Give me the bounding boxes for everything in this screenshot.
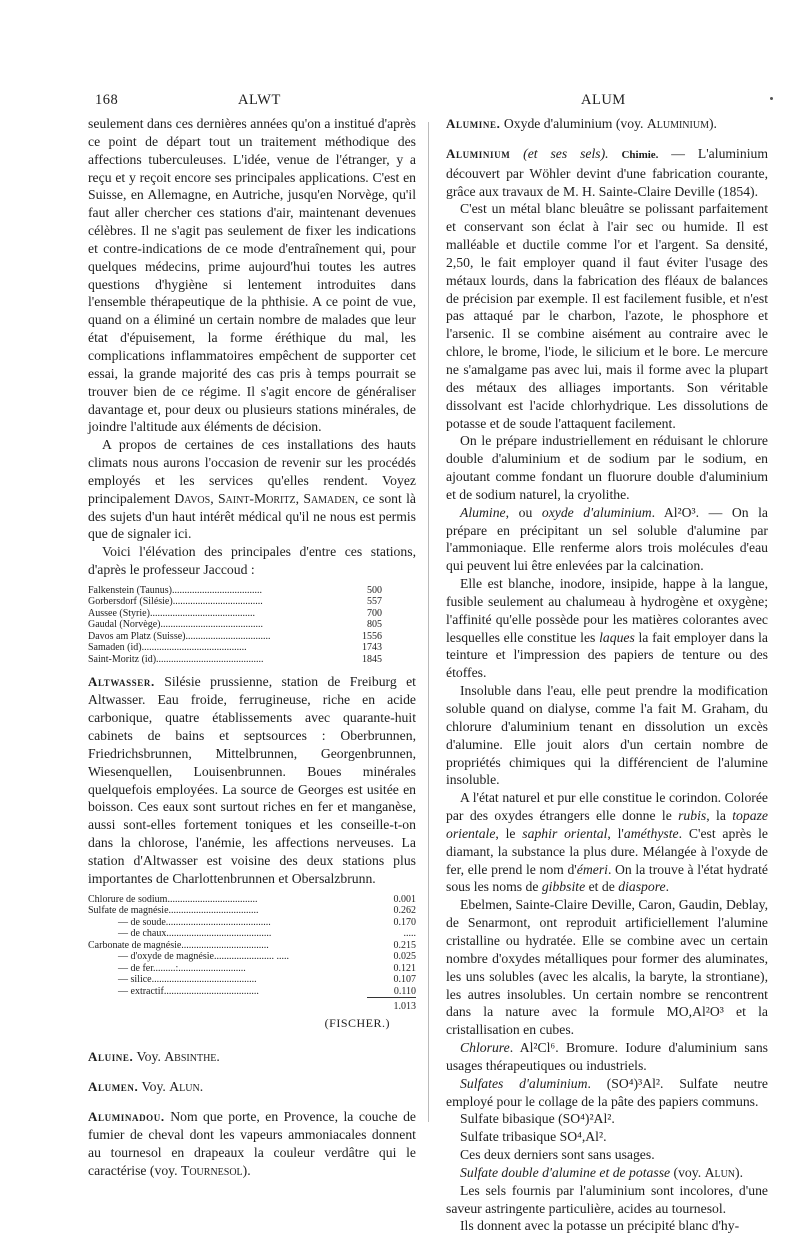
paragraph-hygiene: seulement dans ces dernières années qu'on a institué d'après ce point de départ tout un traitement méthodique des affections tuberculeuses. L'idée, venue de l'étranger, y a reçu et y reçoit encore ses principales applications. C'est en Suisse, en Allemagne, en Autriche, jusqu'en Norvège, qu'il faut aller chercher ces stations d'air, maintenant devenues célèbres. Il ne s'agit pas seulement de fixer les indications et contre-indications de ce mode d'entraînement qui, pour quelques médecins, prime aujourd'hui toutes les autres questions d'hygiène si lentement introduites dans l'ensemble thérapeutique de la phthisie. A ce point de vue, quand on a éliminé un certain nombre de malades que leur état d'épuisement, la forme éréthique du mal, les complications inflammatoires empêchent de supporter cet essai, la grande majorité des cas pris à temps pourrait se trouver bien de ce régime. Il s'agit encore de généraliser davantage et, pour deux ou plusieurs stations minérales, de joindre l'altitude aux éléments de décision. (88, 116, 416, 435)
ref-tournesol: Tournesol (180, 1162, 243, 1178)
print-mark (770, 97, 773, 100)
composition-value: 0.121 (393, 962, 416, 974)
left-column (88, 115, 416, 1179)
leader-dots: .................................... (172, 584, 263, 596)
composition-value: 0.025 (393, 951, 416, 963)
paragraph-corindon: A l'état naturel et pur elle constitue le corindon. Colorée par des oxydes étrangers elle donne le rubis, la topaze orientale, le saphir oriental, l'améthyste. C'est après le diamant, la substance la plus dure. Mélangée à l'oxyde de fer, elle prend le nom d'émeri. On la trouve à l'état hydraté sous les noms de gibbsite et de diaspore. (446, 790, 769, 895)
altitude-station: Gorbersdorf (Silésie).................................... (88, 596, 263, 608)
altitude-station: Gaudal (Norvège)......................................... (88, 619, 263, 631)
composition-component: Chlorure de sodium.................................... (88, 893, 258, 905)
altitude-row (88, 642, 382, 654)
ref-alun: Alun. (169, 1079, 204, 1095)
paragraph-insoluble: Insoluble dans l'eau, elle peut prendre la modification soluble quand on dialyse, comme l'a fait M. Graham, du chlorure d'aluminium tenant en dissolution un excès d'alumine. Elle jouit alors d'un certain nombre de propriétés chimiques qui la différencient de l'alumine insoluble. (446, 683, 768, 788)
leader-dots: .......................................... (165, 916, 271, 928)
altitude-row (88, 585, 382, 597)
composition-component: Sulfate de magnésie.................................... (88, 905, 259, 917)
altitude-value: 500 (367, 584, 382, 596)
composition-value: 0.262 (393, 905, 416, 917)
ref-absinthe: Absinthe. (164, 1049, 220, 1065)
entry-aluminium: Aluminium (et ses sels). Chimie. — L'aluminium découvert par Wöhler devint d'une fabrication courante, grâce aux travaux de M. H. Sainte-Claire Deville (1854). (446, 145, 768, 199)
composition-row (88, 986, 416, 998)
paragraph-blanche: Elle est blanche, inodore, insipide, happe à la langue, fusible seulement au chalumeau à hydrogène et oxygène; l'affinité qu'elle possède pour les matières colorantes avec lesquelles elle constitue les laques la fait employer dans la teinture et l'impression des papiers de tenture ou des étoffes. (446, 576, 768, 681)
leader-dots: ................................... (181, 939, 269, 951)
headword-aluine: Aluine. (88, 1049, 134, 1065)
entry-alumen: Alumen. Voy. Alun. (88, 1079, 204, 1095)
paragraph-installations: A propos de certaines de ces installations des hauts climats nous aurons l'occasion de revenir sur les procédés employés et les services qu'elles rendent. Voyez principalement Davos, Saint-Moritz, Samaden, ce sont là des sujets d'un haut intérêt médical qu'il ne nous est permis que de signaler ici. (88, 437, 416, 542)
altitude-row (88, 619, 382, 631)
headword-aluminium: Aluminium (446, 145, 511, 161)
paragraph-preparation: On le prépare industriellement en réduisant le chlorure double d'aluminium et de sodium par le sodium, en ajoutant comme fondant un fluorure double d'aluminium et de sodium naturel, la cryolithe. (446, 433, 768, 502)
paragraph-potasse: Ils donnent avec la potasse un précipité blanc d'hy- (460, 1218, 740, 1234)
leader-dots: ........................................... (156, 653, 264, 665)
leader-dots: .................................... (168, 905, 259, 917)
paragraph-elevation-intro: Voici l'élévation des principales d'entre ces stations, d'après le professeur Jaccoud : (88, 544, 416, 578)
composition-value: 0.001 (393, 893, 416, 905)
altitude-row (88, 631, 382, 643)
composition-source: (FISCHER.) (324, 1015, 390, 1030)
leader-dots: .......................................... (166, 928, 272, 940)
ref-aluminium: Aluminium (646, 116, 709, 131)
paragraph-sulfates: Sulfates d'aluminium. (SO⁴)³Al². Sulfate neutre employé pour le collage de la pâte des papiers communs. (446, 1075, 769, 1109)
composition-component: — d'oxyde de magnésie........................ ..... (118, 951, 289, 963)
entry-aluminadou: Aluminadou. Nom que porte, en Provence, la couche de fumier de cheval dont les vapeurs ammoniacales donnent au tournesol en drapeaux la couleur verdâtre qui le caractérise (voy. Tournesol). (88, 1109, 416, 1178)
paragraph-ebelmen: Ebelmen, Sainte-Claire Deville, Caron, Gaudin, Deblay, de Senarmont, ont reproduit artificiellement l'alumine cristalline ou hydratée. Elle se combine avec un certain nombre d'oxydes métalliques pour former des aluminates, les uns solubles (avec les alcalis, la baryte, la strontiane), les autres insolubles. Un certain nombre se rencontrent dans la nature avec la formule MO,Al²O³ et la cristallisation en cubes. (446, 897, 768, 1038)
entry-alumine: Alumine. Oxyde d'aluminium (voy. Aluminium). (446, 116, 717, 131)
paragraph-sulfate-double: Sulfate double d'alumine et de potasse (voy. Alun). (460, 1164, 743, 1180)
headword-aluminadou: Aluminadou. (88, 1109, 165, 1125)
column-divider (428, 122, 429, 1122)
altitude-value: 1556 (362, 630, 382, 642)
altitude-table (88, 585, 382, 666)
composition-table (88, 894, 416, 1013)
leader-dots: ......................................... (160, 619, 263, 631)
composition-component: — silice.......................................... (118, 974, 257, 986)
altitude-value: 557 (367, 596, 382, 608)
leader-dots: .......................................... (151, 974, 257, 986)
entry-aluine: Aluine. Voy. Absinthe. (88, 1049, 220, 1065)
composition-row (88, 974, 416, 986)
altitude-station: Davos am Platz (Suisse).................................. (88, 630, 271, 642)
paragraph-alumine-oxyde: Alumine, ou oxyde d'aluminium. Al²O³. — On la prépare en précipitant un sel soluble d'alumine par l'ammoniaque. Elle renferme alors trois molécules d'eau qui peuvent lui être enlevées par la calcination. (446, 504, 768, 574)
composition-total: 1.013 (367, 998, 416, 1013)
composition-total-row (88, 998, 416, 1013)
composition-row (88, 894, 416, 906)
paragraph-tribasique: Sulfate tribasique SO⁴,Al². (460, 1129, 607, 1145)
altitude-value: 805 (367, 619, 382, 631)
leader-dots: .................................. (185, 630, 271, 642)
altitude-value: 700 (367, 607, 382, 619)
composition-row (88, 917, 416, 929)
composition-value: 0.215 (393, 939, 416, 951)
altitude-value: 1743 (362, 642, 382, 654)
composition-value: 0.170 (393, 916, 416, 928)
leader-dots: .......................................... (149, 607, 255, 619)
paragraph-sels: Les sels fournis par l'aluminium sont incolores, d'une saveur astringente particulière, acides au tournesol. (446, 1182, 768, 1216)
paragraph-chlorure: Chlorure. Al²Cl⁶. Bromure. Iodure d'aluminium sans usages thérapeutiques ou industriels. (446, 1040, 768, 1073)
headword-altwasser: Altwasser. (88, 674, 155, 690)
leader-dots: ...................................... (163, 985, 259, 997)
headword-alumen: Alumen. (88, 1079, 139, 1095)
composition-row (88, 928, 416, 940)
paragraph-sans-usages: Ces deux derniers sont sans usages. (460, 1147, 655, 1163)
altitude-station: Samaden (id).......................................... (88, 642, 247, 654)
entry-altwasser: Altwasser. Silésie prussienne, station de Freiburg et Altwasser. Eau froide, ferrugineuse, riche en acide carbonique, quatre établissements avec quarante-huit cabinets de bains et septsources : Oberbrunnen, Friedrichsbrunnen, Mittelbrunnen, Georgenbrunnen, Wiesenquellen, Louisenbrunnen. Boues minérales quelquefois employées. La source de Georges est usitée en boisson. Ces eaux sont surtout riches en fer et manganèse, aussi sont-elles fortement toniques et les conseille-t-on dans la chlorose, l'anémie, les affections nerveuses. La station d'Altwasser est voisine des deux stations plus importantes de Charlottenbrunnen et Obersalzbrunn. (88, 674, 416, 886)
label-chimie: Chimie. (621, 148, 659, 161)
composition-component: — de chaux.......................................... (118, 928, 272, 940)
leader-dots: .......................................... (141, 642, 247, 654)
composition-row (88, 963, 416, 975)
composition-component: Carbonate de magnésie................................... (88, 939, 269, 951)
altitude-value: 1845 (362, 653, 382, 665)
composition-row (88, 940, 416, 952)
altitude-station: Falkenstein (Taunus).................................... (88, 584, 263, 596)
ref-davos: Davos (174, 490, 211, 506)
leader-dots: .................................... (167, 893, 258, 905)
ref-samaden: Samaden (303, 490, 355, 506)
right-running-head: ALUM (581, 92, 626, 108)
paragraph-bibasique: Sulfate bibasique (SO⁴)²Al². (460, 1111, 615, 1127)
composition-value: 0.107 (393, 974, 416, 986)
composition-value: 0.110 (393, 985, 416, 997)
altitude-row (88, 596, 382, 608)
headword-alumine: Alumine. (446, 116, 501, 131)
ref-alun-2: Alun (704, 1164, 736, 1180)
ref-saint-moritz: Saint-Moritz (217, 490, 296, 506)
left-running-head: ALWT (238, 92, 281, 108)
page-number: 168 (95, 92, 119, 108)
composition-component: — de soude.......................................... (118, 916, 271, 928)
altitude-row (88, 608, 382, 620)
altitude-station: Aussee (Styrie).......................................... (88, 607, 255, 619)
paragraph-metal-properties: C'est un métal blanc bleuâtre se polissant parfaitement et conservant son éclat à l'air sec ou humide. Il est malléable et ductile comme l'or et l'argent. Sa densité, 2,50, le fait employer quand il faut éviter l'usage des métaux lourds, dans la fabrication des fléaux de balances de précision par exemple. Il est facilement fusible, et n'est pas attaqué par le charbon, l'azote, le phosphore et l'arsenic. Il se combine aisément au contraire avec le chlore, le brome, l'iode, le silicium et le bore. Le mercure ne s'amalgame pas avec lui, mais il forme avec la plupart des métaux des alliages importants. Son véritable dissolvant est l'acide chlorhydrique. Les dissolutions de potasse et de soude l'attaquent facilement. (446, 201, 768, 431)
leader-dots: ........................ ..... (213, 951, 289, 963)
altitude-station: Saint-Moritz (id)........................................... (88, 653, 264, 665)
composition-row (88, 951, 416, 963)
composition-component: — de fer.........:........................... (118, 962, 246, 974)
composition-component: — extractif...................................... (118, 985, 259, 997)
right-column (446, 115, 768, 1235)
altitude-row (88, 654, 382, 666)
leader-dots: .........:........................... (153, 962, 246, 974)
composition-row (88, 905, 416, 917)
composition-value: ..... (403, 928, 416, 940)
leader-dots: .................................... (172, 596, 263, 608)
